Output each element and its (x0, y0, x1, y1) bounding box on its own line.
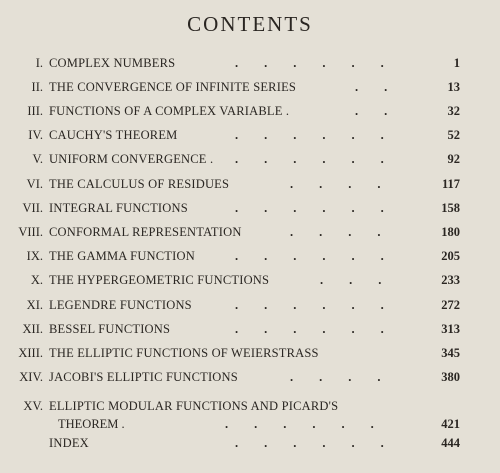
dot-leader: ...... (225, 417, 400, 431)
toc-entry[interactable] (0, 152, 500, 170)
chapter-number: XII. (22, 322, 43, 336)
chapter-title: THE CONVERGENCE OF INFINITE SERIES (49, 80, 297, 94)
dot-leader: ...... (235, 322, 410, 336)
dot-leader: ...... (235, 436, 410, 450)
dot-leader: .. (355, 104, 414, 118)
chapter-number: VII. (22, 201, 43, 215)
chapter-title: THE GAMMA FUNCTION (49, 249, 195, 263)
chapter-number: V. (32, 152, 43, 166)
page-number: 380 (441, 370, 460, 384)
dot-leader: .... (290, 177, 407, 191)
chapter-title: CONFORMAL REPRESENTATION (49, 225, 242, 239)
chapter-title: JACOBI'S ELLIPTIC FUNCTIONS (49, 370, 238, 384)
toc-entry[interactable] (0, 177, 500, 195)
page-number: 444 (441, 436, 460, 450)
toc-entry[interactable] (0, 273, 500, 291)
toc-entry[interactable] (0, 322, 500, 340)
toc-entry[interactable] (0, 128, 500, 146)
dot-leader: ...... (235, 249, 410, 263)
dot-leader: ...... (235, 201, 410, 215)
dot-leader: ... (320, 273, 408, 287)
chapter-number: XIII. (18, 346, 43, 360)
dot-leader: ...... (235, 128, 410, 142)
page-number: 92 (447, 152, 460, 166)
chapter-title: THE ELLIPTIC FUNCTIONS OF WEIERSTRASS (49, 346, 319, 360)
toc-entry[interactable] (0, 298, 500, 316)
chapter-number: X. (30, 273, 43, 287)
chapter-number: I. (35, 56, 43, 70)
page-number: 158 (441, 201, 460, 215)
chapter-title: FUNCTIONS OF A COMPLEX VARIABLE . (49, 104, 290, 118)
toc-entry[interactable] (0, 436, 500, 454)
toc-entry[interactable] (0, 249, 500, 267)
toc-entry[interactable] (0, 56, 500, 74)
chapter-number: XV. (23, 399, 43, 413)
dot-leader: .... (290, 225, 407, 239)
page-number: 32 (447, 104, 460, 118)
toc-entry[interactable] (0, 370, 500, 388)
chapter-number: IX. (26, 249, 43, 263)
page-number: 272 (441, 298, 460, 312)
chapter-title: LEGENDRE FUNCTIONS (49, 298, 192, 312)
page-number: 421 (441, 417, 460, 431)
toc-entry[interactable] (0, 225, 500, 243)
chapter-title: CAUCHY'S THEOREM (49, 128, 178, 142)
dot-leader: ...... (235, 152, 410, 166)
chapter-title: INTEGRAL FUNCTIONS (49, 201, 188, 215)
dot-leader: .. (355, 80, 414, 94)
toc-entry[interactable] (0, 80, 500, 98)
chapter-title: ELLIPTIC MODULAR FUNCTIONS AND PICARD'S (49, 399, 339, 413)
chapter-number: XI. (26, 298, 43, 312)
chapter-title: THE HYPERGEOMETRIC FUNCTIONS (49, 273, 270, 287)
chapter-number: IV. (28, 128, 43, 142)
chapter-number: VI. (26, 177, 43, 191)
dot-leader: ...... (235, 298, 410, 312)
toc-entry[interactable] (0, 346, 500, 364)
dot-leader: .... (290, 370, 407, 384)
chapter-title-continuation: THEOREM . (58, 417, 125, 431)
page-number: 1 (453, 56, 460, 70)
page-number: 205 (441, 249, 460, 263)
page-title: CONTENTS (187, 12, 313, 36)
toc-entry[interactable] (0, 201, 500, 219)
chapter-title: THE CALCULUS OF RESIDUES (49, 177, 230, 191)
chapter-title: BESSEL FUNCTIONS (49, 322, 171, 336)
chapter-number: VIII. (18, 225, 43, 239)
chapter-title: COMPLEX NUMBERS (49, 56, 176, 70)
page-number: 52 (447, 128, 460, 142)
page-number: 233 (441, 273, 460, 287)
toc-entry[interactable] (0, 399, 500, 435)
chapter-title: UNIFORM CONVERGENCE . (49, 152, 214, 166)
dot-leader: ...... (235, 56, 410, 70)
chapter-title: INDEX (49, 436, 89, 450)
page-number: 13 (447, 80, 460, 94)
page-number: 180 (441, 225, 460, 239)
chapter-number: II. (31, 80, 43, 94)
page-number: 313 (441, 322, 460, 336)
chapter-number: III. (27, 104, 43, 118)
page-number: 117 (441, 177, 460, 191)
chapter-number: XIV. (19, 370, 43, 384)
toc-entry[interactable] (0, 104, 500, 122)
page-number: 345 (441, 346, 460, 360)
